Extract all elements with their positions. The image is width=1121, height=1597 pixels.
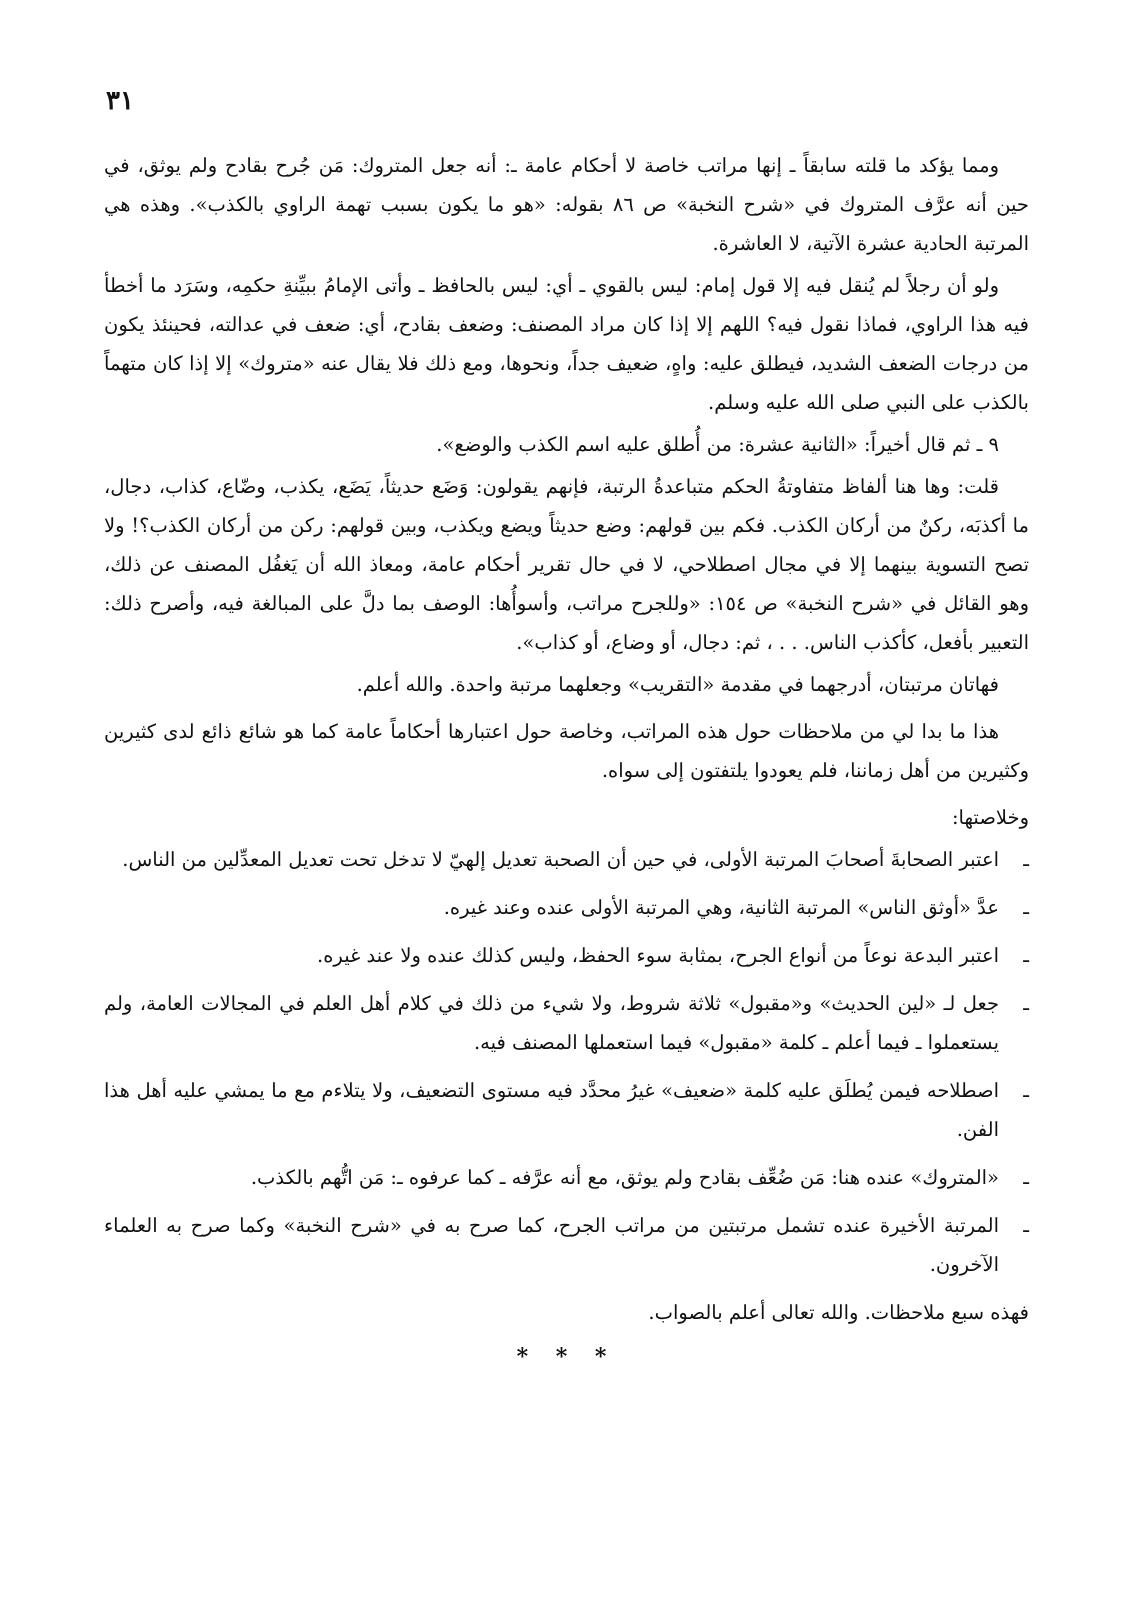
paragraph: فهاتان مرتبتان، أدرجهما في مقدمة «التقريب» وجعلهما مرتبة واحدة. والله أعلم. <box>356 673 999 696</box>
list-item-text: عدَّ «أوثق الناس» المرتبة الثانية، وهي المرتبة الأولى عنده وعند غيره. <box>443 896 999 919</box>
list-dash: ـ <box>1023 896 1029 919</box>
list-dash: ـ <box>1023 848 1029 871</box>
list-item <box>104 1071 1029 1149</box>
list-item-text: اعتبر الصحابةَ أصحابَ المرتبة الأولى، في حين أن الصحبة تعديل إلهيّ لا تدخل تحت تعديل المعدِّلين من الناس. <box>122 848 999 871</box>
list-item <box>104 888 1029 927</box>
list-dash: ـ <box>1023 1214 1029 1237</box>
list-item <box>104 984 1029 1062</box>
page-body <box>104 146 1029 1377</box>
list-item <box>104 1206 1029 1284</box>
summary-list <box>104 840 1029 1284</box>
list-item-text: اعتبر البدعة نوعاً من أنواع الجرح، بمثابة سوء الحفظ، وليس كذلك عنده ولا عند غيره. <box>317 944 999 967</box>
paragraph: ولو أن رجلاً لم يُنقل فيه إلا قول إمام: ليس بالقوي ـ أي: ليس بالحافظ ـ وأتى الإمامُ ببيِّنةِ حكمِه، وسَرَد ما أخطأ فيه هذا الراوي، فماذا نقول فيه؟ اللهم إلا إذا كان مراد المصنف: وضعف بقادح، أي: ضعف في عدالته، فحينئذ يكون من درجات الضعف الشديد، فيطلق عليه: واهٍ، ضعيف جداً، ونحوها، ومع ذلك فلا يقال عنه «متروك» إلا إذا كان متهماً بالكذب على النبي صلى الله عليه وسلم. <box>104 274 1029 414</box>
paragraph: ٩ ـ ثم قال أخيراً: «الثانية عشرة: من أُطلق عليه اسم الكذب والوضع». <box>436 433 999 456</box>
list-item-text: «المتروك» عنده هنا: مَن ضُعِّف بقادح ولم يوثق، مع أنه عرَّفه ـ كما عرفوه ـ: مَن اتُّهم بالكذب. <box>250 1166 999 1189</box>
closing-line: فهذه سبع ملاحظات. والله تعالى أعلم بالصواب. <box>648 1301 1029 1324</box>
list-item-text: المرتبة الأخيرة عنده تشمل مرتبتين من مراتب الجرح، كما صرح به في «شرح النخبة» وكما صرح به العلماء الآخرون. <box>104 1214 999 1276</box>
paragraph: قلت: وها هنا ألفاظ متفاوتةُ الحكم متباعدةُ الرتبة، فإنهم يقولون: وَضَع حديثاً، يَضَع، يكذب، وضّاع، كذاب، دجال، ما أكذبَه، ركنٌ من أركان الكذب. فكم بين قولهم: وضع حديثاً ويضع ويكذب، وبين قولهم: ركن من أركان الكذب؟! ولا تصح التسوية بينهما إلا في مجال اصطلاحي، لا في حال تقرير أحكام عامة، ومعاذ الله أن يَغفُل المصنف عن ذلك، وهو القائل في «شرح النخبة» ص ١٥٤: «وللجرح مراتب، وأسوأُها: الوصف بما دلَّ على المبالغة فيه، وأصرح ذلك: التعبير بأفعل، كأكذب الناس. . . ، ثم: دجال، أو وضاع، أو كذاب». <box>104 475 1029 654</box>
list-item <box>104 840 1029 879</box>
list-dash: ـ <box>1023 1166 1029 1189</box>
list-item-text: جعل لـ «لين الحديث» و«مقبول» ثلاثة شروط، ولا شيء من ذلك في كلام أهل العلم في المجالات العامة، ولم يستعملوا ـ فيما أعلم ـ كلمة «مقبول» فيما استعملها المصنف فيه. <box>104 992 999 1054</box>
list-item-text: اصطلاحه فيمن يُطلَق عليه كلمة «ضعيف» غيرُ محدَّد فيه مستوى التضعيف، ولا يتلاءم مع ما يمشي عليه أهل هذا الفن. <box>104 1079 999 1141</box>
page-number: ٣١ <box>106 86 134 116</box>
section-separator: * * * <box>516 1344 617 1370</box>
list-item <box>104 936 1029 975</box>
summary-heading: وخلاصتها: <box>951 806 1029 829</box>
list-dash: ـ <box>1023 944 1029 967</box>
list-dash: ـ <box>1023 992 1029 1015</box>
list-dash: ـ <box>1023 1079 1029 1102</box>
list-item <box>104 1158 1029 1197</box>
paragraph: هذا ما بدا لي من ملاحظات حول هذه المراتب، وخاصة حول اعتبارها أحكاماً عامة كما هو شائع ذائع لدى كثيرين وكثيرين من أهل زماننا، فلم يعودوا يلتفتون إلى سواه. <box>104 720 1029 782</box>
paragraph: ومما يؤكد ما قلته سابقاً ـ إنها مراتب خاصة لا أحكام عامة ـ: أنه جعل المتروك: مَن جُرح بقادح ولم يوثق، في حين أنه عرَّف المتروك في «شرح النخبة» ص ٨٦ بقوله: «هو ما يكون بسبب تهمة الراوي بالكذب». وهذه هي المرتبة الحادية عشرة الآتية، لا العاشرة. <box>104 154 1029 255</box>
